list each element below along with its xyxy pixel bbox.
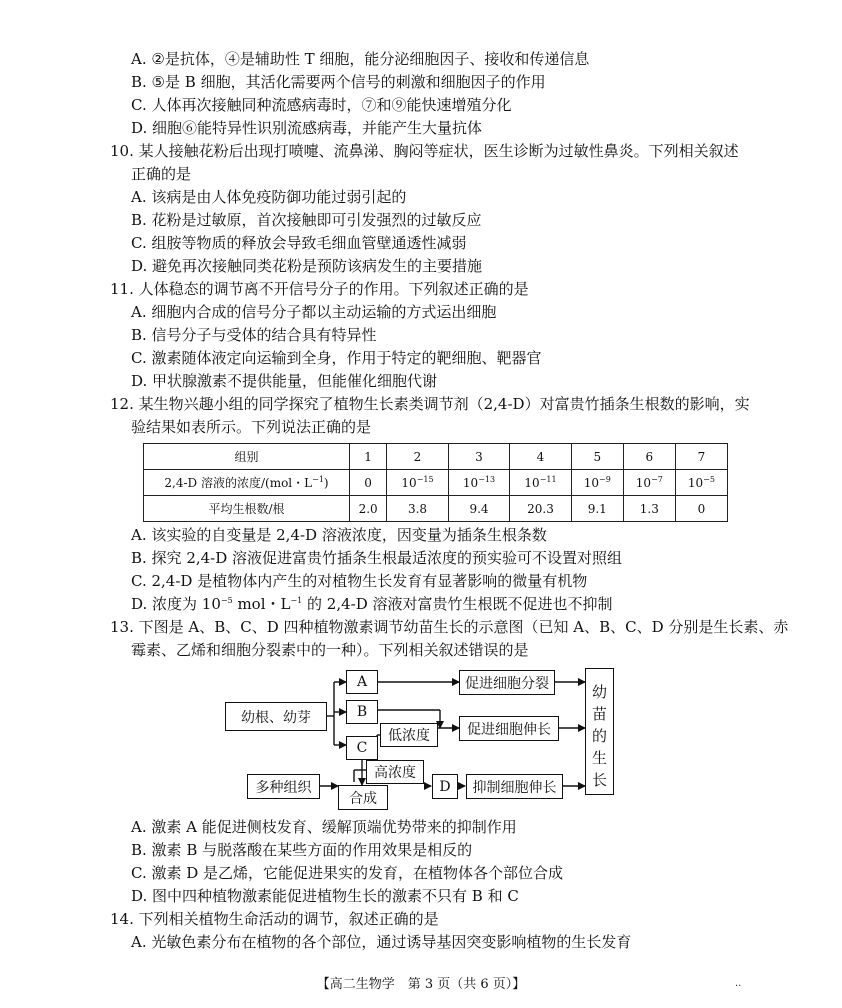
hormone-a: A [346,670,378,694]
q11-option-d: D. 甲状腺激素不提供能量，但能催化细胞代谢 [131,372,438,390]
q12-option-d: D. 浓度为 $10^{-5}$ mol・$L^{-1}$ 的 2,4-D 溶液对富贵竹生根既不促进也不抑制 [131,595,613,613]
table-cell: 2 [387,444,449,470]
seedling-growth: 幼 苗 的 生 长 [585,668,614,795]
q10-option-d: D. 避免再次接触同类花粉是预防该病发生的主要措施 [131,257,483,275]
q10-stem-cont: 正确的是 [131,165,192,183]
table-cell: $10^{-5}$ [675,470,727,496]
q9-option-a: A. ②是抗体，④是辅助性 T 细胞，能分泌细胞因子、接收和传递信息 [131,50,590,68]
table-cell: 0 [350,470,387,496]
table-cell: 4 [510,444,572,470]
table-header-group: 组别 [144,444,350,470]
table-cell: $10^{-11}$ [510,470,572,496]
q14-option-a: A. 光敏色素分布在植物的各个部位，通过诱导基因突变影响植物的生长发育 [131,933,632,951]
promote-cell-elongation: 促进细胞伸长 [459,716,559,741]
q11-option-c: C. 激素随体液定向运输到全身，作用于特定的靶细胞、靶器官 [131,349,542,367]
q13-stem-cont: 霉素、乙烯和细胞分裂素中的一种）。下列相关叙述错误的是 [131,641,529,659]
q11-stem: 11. 人体稳态的调节离不开信号分子的作用。下列叙述正确的是 [110,280,529,298]
table-cell: 1 [350,444,387,470]
table-cell: 2.0 [350,496,387,522]
q10-option-b: B. 花粉是过敏原，首次接触即可引发强烈的过敏反应 [131,211,482,229]
table-cell: 3.8 [387,496,449,522]
table-cell: $10^{-13}$ [448,470,510,496]
table-cell: 9.4 [448,496,510,522]
q13-option-a: A. 激素 A 能促进侧枝发育、缓解顶端优势带来的抑制作用 [131,818,517,836]
table-cell: 1.3 [623,496,675,522]
table-cell: $10^{-15}$ [387,470,449,496]
q9-option-b: B. ⑤是 B 细胞，其活化需要两个信号的刺激和细胞因子的作用 [131,73,546,91]
synthesis: 合成 [338,785,388,810]
table-cell: 6 [623,444,675,470]
low-concentration: 低浓度 [380,723,438,747]
table-cell: $10^{-9}$ [571,470,623,496]
q10-option-c: C. 组胺等物质的释放会导致毛细血管壁通透性减弱 [131,234,467,252]
q12-stem-cont: 验结果如表所示。下列说法正确的是 [131,418,372,436]
q10-stem: 10. 某人接触花粉后出现打喷嚏、流鼻涕、胸闷等症状，医生诊断为过敏性鼻炎。下列相关叙述 [110,142,739,160]
q11-option-b: B. 信号分子与受体的结合具有特异性 [131,326,377,344]
source-tissues: 多种组织 [247,774,320,799]
q12-option-a: A. 该实验的自变量是 2,4-D 溶液浓度，因变量为插条生根条数 [131,526,547,544]
table-header-concentration: 2,4-D 溶液的浓度/(mol・$L^{-1}$) [144,470,350,496]
q14-stem: 14. 下列相关植物生命活动的调节，叙述正确的是 [110,910,439,928]
q13-option-c: C. 激素 D 是乙烯，它能促进果实的发育，在植物体各个部位合成 [131,864,564,882]
q13-stem: 13. 下图是 A、B、C、D 四种植物激素调节幼苗生长的示意图（已知 A、B、C、D 分别是生长素、赤 [110,618,789,636]
promote-cell-division: 促进细胞分裂 [459,670,555,695]
hormone-c: C [346,736,378,760]
table-cell: 0 [675,496,727,522]
table-cell: 20.3 [510,496,572,522]
q10-option-a: A. 该病是由人体免疫防御功能过弱引起的 [131,188,407,206]
table-cell: $10^{-7}$ [623,470,675,496]
table-cell: 5 [571,444,623,470]
q9-option-c: C. 人体再次接触同种流感病毒时，⑦和⑨能快速增殖分化 [131,96,512,114]
hormone-d: D [432,774,458,799]
q12-option-b: B. 探究 2,4-D 溶液促进富贵竹插条生根最适浓度的预实验可不设置对照组 [131,549,623,567]
table-cell: 7 [675,444,727,470]
q12-stem: 12. 某生物兴趣小组的同学探究了植物生长素类调节剂（2,4-D）对富贵竹插条生根数的影响，实 [110,395,750,413]
q12-option-c: C. 2,4-D 是植物体内产生的对植物生长发育有显著影响的微量有机物 [131,572,588,590]
q13-option-b: B. 激素 B 与脱落酸在某些方面的作用效果是相反的 [131,841,473,859]
source-root-bud: 幼根、幼芽 [225,702,327,731]
table-cell: 9.1 [571,496,623,522]
table-cell: 3 [448,444,510,470]
table-header-roots: 平均生根数/根 [144,496,350,522]
page-footer: 【高二生物学 第 3 页（共 6 页）】 [316,977,526,992]
hormone-b: B [346,700,378,724]
corner-mark: .. [735,978,742,989]
inhibit-cell-elongation: 抑制细胞伸长 [466,774,563,799]
high-concentration: 高浓度 [366,760,424,784]
q13-option-d: D. 图中四种植物激素能促进植物生长的激素不只有 B 和 C [131,887,519,905]
q9-option-d: D. 细胞⑥能特异性识别流感病毒，并能产生大量抗体 [131,119,483,137]
q11-option-a: A. 细胞内合成的信号分子都以主动运输的方式运出细胞 [131,303,497,321]
